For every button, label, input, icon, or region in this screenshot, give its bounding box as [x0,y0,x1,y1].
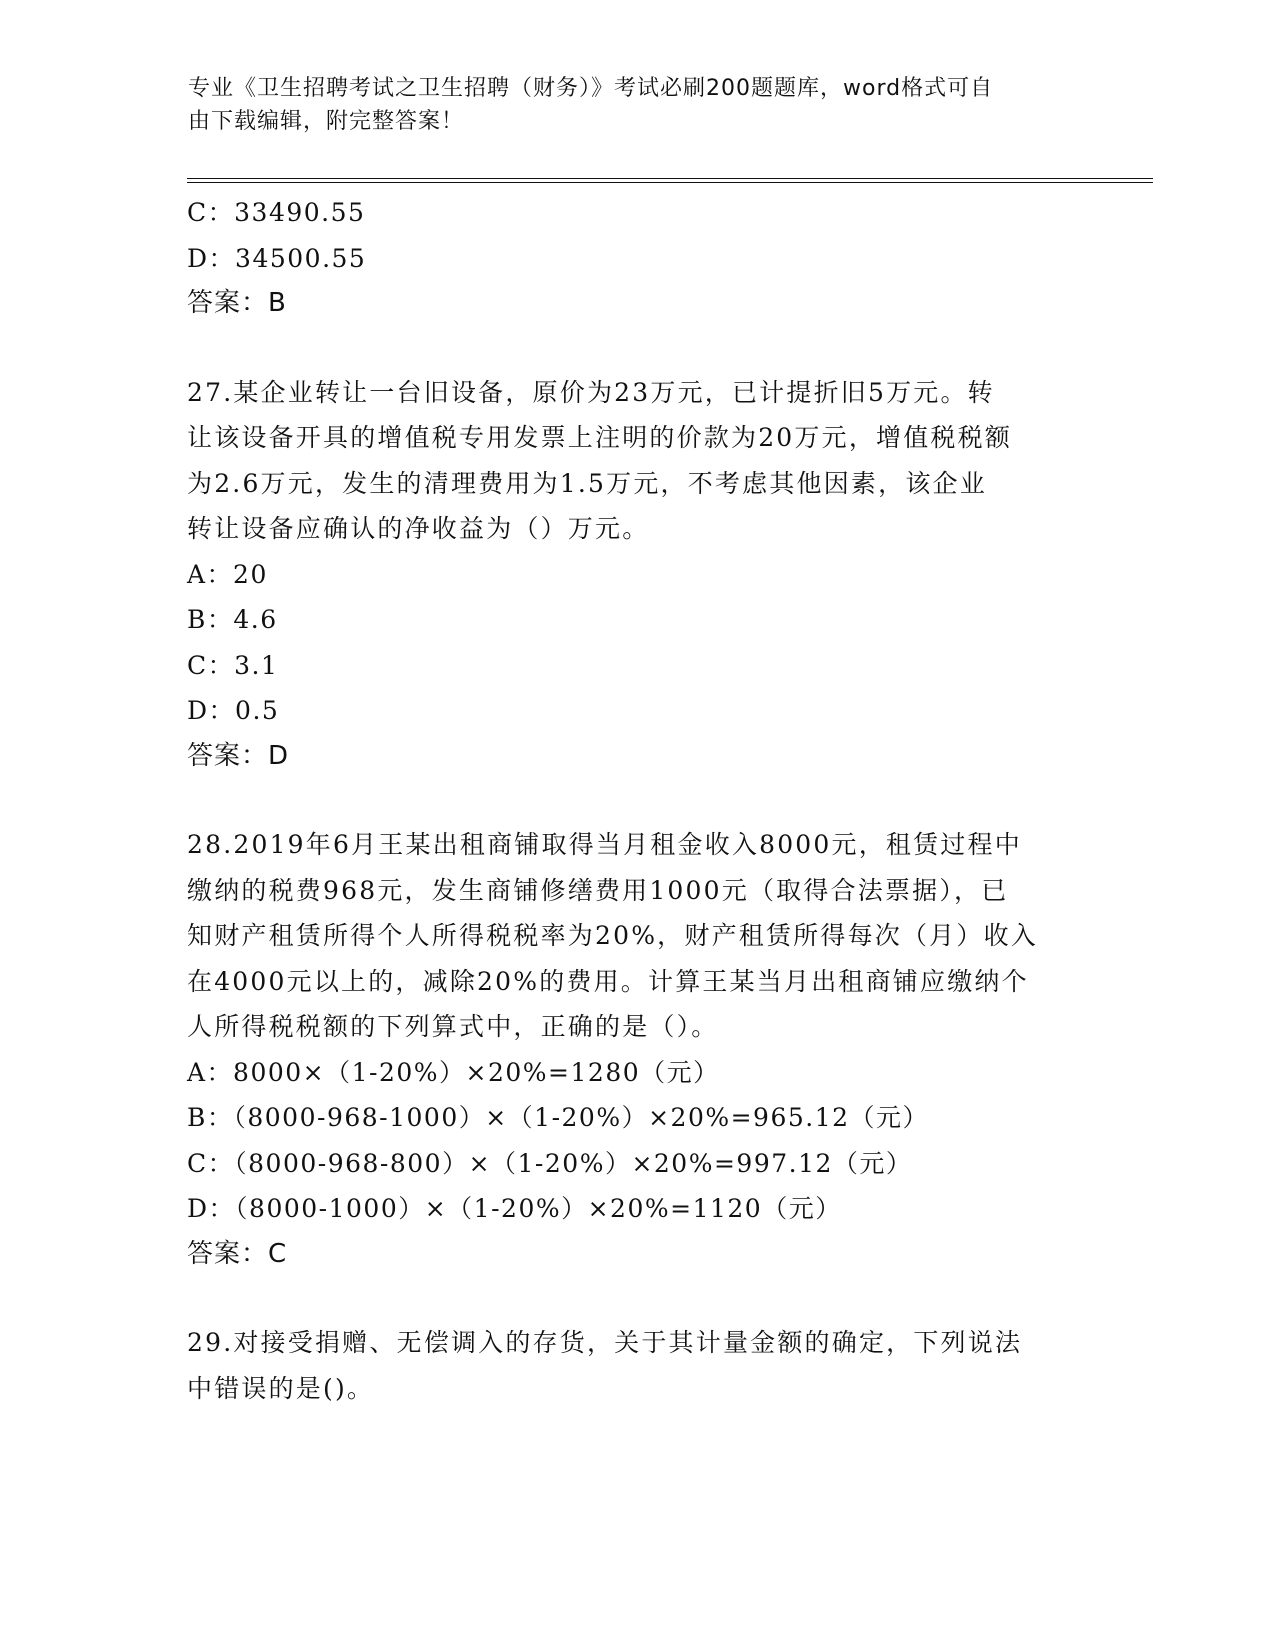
answer-line: 答案：B [187,288,287,318]
option-d: D：（8000-1000）×（1-20%）×20%=1120（元） [187,1194,842,1223]
answer-line: 答案：C [187,1238,288,1269]
question-stem-line: 中错误的是()。 [187,1373,375,1403]
header-line-1: 专业《卫生招聘考试之卫生招聘（财务）》考试必刷200题题库，word格式可自 [188,76,994,101]
option-c: C：33490.55 [187,198,366,227]
option-d: D：34500.55 [187,243,367,273]
question-28 [187,822,1087,1277]
spacer [187,327,1087,370]
answer-line: 答案：D [187,740,290,771]
header-divider-bottom [187,182,1153,183]
spacer [187,1277,1087,1320]
spacer [187,779,1087,822]
option-b: B：（8000-968-1000）×（1-20%）×20%=965.12（元） [187,1103,930,1132]
question-29 [187,1320,1087,1411]
question-stem-line: 28.2019年6月王某出租商铺取得当月租金收入8000元，租赁过程中 [187,830,1022,859]
question-content [187,190,1087,1411]
question-stem-line: 在4000元以上的，减除20%的费用。计算王某当月出租商铺应缴纳个 [187,966,1029,996]
option-b: B：4.6 [187,605,278,634]
page-header [188,72,1078,138]
question-stem-line: 人所得税税额的下列算式中，正确的是（）。 [187,1012,719,1041]
option-a: A：20 [187,559,268,589]
question-27 [187,370,1087,780]
question-stem-line: 29.对接受捐赠、无偿调入的存货，关于其计量金额的确定，下列说法 [187,1328,1023,1357]
option-a: A：8000×（1-20%）×20%=1280（元） [187,1057,720,1087]
option-c: C：3.1 [187,650,279,680]
question-stem-line: 让该设备开具的增值税专用发票上注明的价款为20万元，增值税税额 [187,423,1013,452]
question-stem-line: 缴纳的税费968元，发生商铺修缮费用1000元（取得合法票据），已 [187,875,1009,905]
question-stem-line: 为2.6万元，发生的清理费用为1.5万元，不考虑其他因素，该企业 [187,468,987,498]
question-stem-line: 转让设备应确认的净收益为（）万元。 [187,514,650,543]
option-c: C：（8000-968-800）×（1-20%）×20%=997.12（元） [187,1148,913,1178]
header-line-2: 由下载编辑，附完整答案！ [188,109,465,134]
prev-question-block [187,190,1087,327]
header-divider-top [187,178,1153,179]
question-stem-line: 知财产租赁所得个人所得税税率为20%，财产租赁所得每次（月）收入 [187,921,1038,950]
option-d: D：0.5 [187,696,280,725]
question-stem-line: 27.某企业转让一台旧设备，原价为23万元，已计提折旧5万元。转 [187,377,995,407]
